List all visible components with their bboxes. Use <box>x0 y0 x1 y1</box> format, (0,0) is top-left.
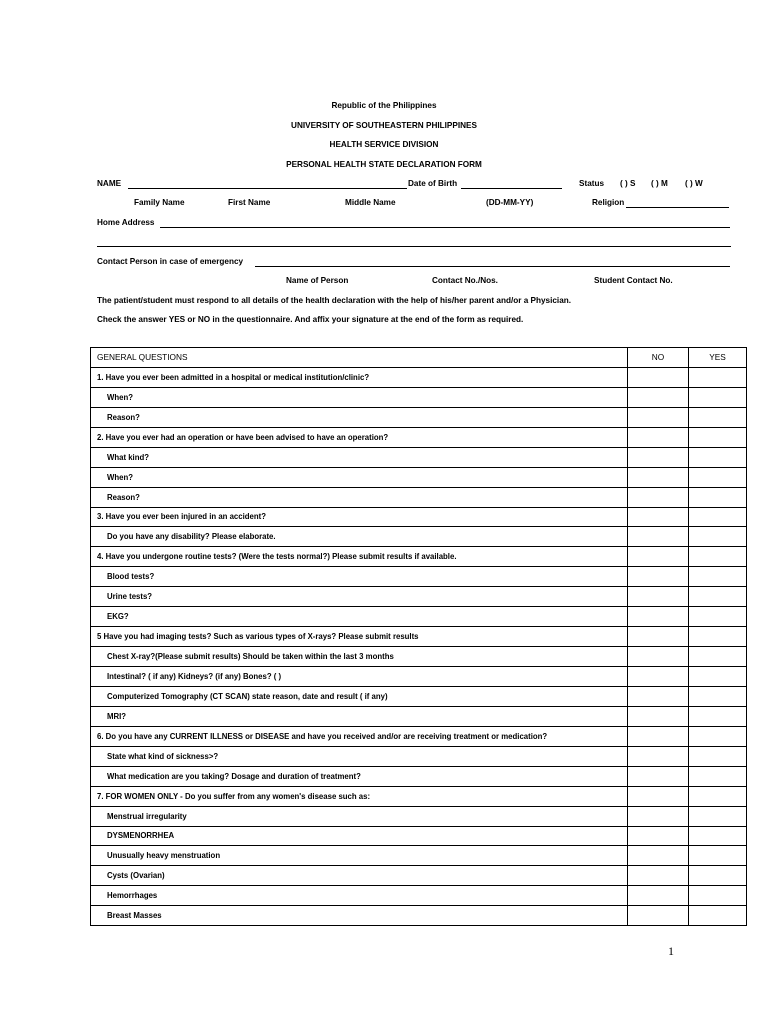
question-text: Chest X-ray?(Please submit results) Should be taken within the last 3 months <box>91 647 628 667</box>
question-text: 6. Do you have any CURRENT ILLNESS or DISEASE and have you received and/or are receiving treatment or medication? <box>91 726 628 746</box>
yes-answer-cell[interactable] <box>689 527 747 547</box>
no-answer-cell[interactable] <box>628 726 689 746</box>
question-text: What medication are you taking? Dosage and duration of treatment? <box>91 766 628 786</box>
yes-answer-cell[interactable] <box>689 846 747 866</box>
table-row <box>91 447 747 467</box>
table-row <box>91 587 747 607</box>
header-yes: YES <box>689 348 747 368</box>
instruction-line-1: The patient/student must respond to all details of the health declaration with the help of his/her parent and/or a Physician. <box>97 296 572 305</box>
no-answer-cell[interactable] <box>628 547 689 567</box>
question-text: 3. Have you ever been injured in an accident? <box>91 507 628 527</box>
table-row <box>91 567 747 587</box>
religion-field[interactable] <box>626 207 729 208</box>
page-number: 1 <box>668 944 674 958</box>
table-row <box>91 866 747 886</box>
question-text: Hemorrhages <box>91 886 628 906</box>
no-answer-cell[interactable] <box>628 686 689 706</box>
dob-label: Date of Birth <box>408 179 458 188</box>
table-row <box>91 886 747 906</box>
yes-answer-cell[interactable] <box>689 587 747 607</box>
first-name-label: First Name <box>228 198 271 207</box>
table-row <box>91 826 747 846</box>
header-division: HEALTH SERVICE DIVISION <box>329 140 439 149</box>
yes-answer-cell[interactable] <box>689 866 747 886</box>
table-row <box>91 547 747 567</box>
yes-answer-cell[interactable] <box>689 726 747 746</box>
table-row <box>91 607 747 627</box>
home-address-field-line2[interactable] <box>97 246 731 247</box>
family-name-label: Family Name <box>134 198 185 207</box>
no-answer-cell[interactable] <box>628 427 689 447</box>
yes-answer-cell[interactable] <box>689 467 747 487</box>
question-text: Breast Masses <box>91 906 628 926</box>
no-answer-cell[interactable] <box>628 866 689 886</box>
yes-answer-cell[interactable] <box>689 826 747 846</box>
no-answer-cell[interactable] <box>628 826 689 846</box>
yes-answer-cell[interactable] <box>689 547 747 567</box>
table-row <box>91 507 747 527</box>
table-row <box>91 627 747 647</box>
table-row <box>91 706 747 726</box>
question-text: 2. Have you ever had an operation or have been advised to have an operation? <box>91 427 628 447</box>
question-text: Blood tests? <box>91 567 628 587</box>
yes-answer-cell[interactable] <box>689 387 747 407</box>
question-text: Computerized Tomography (CT SCAN) state reason, date and result ( if any) <box>91 686 628 706</box>
home-address-label: Home Address <box>97 218 155 227</box>
yes-answer-cell[interactable] <box>689 786 747 806</box>
no-answer-cell[interactable] <box>628 527 689 547</box>
question-text: Urine tests? <box>91 587 628 607</box>
yes-answer-cell[interactable] <box>689 886 747 906</box>
question-text: Unusually heavy menstruation <box>91 846 628 866</box>
table-row <box>91 786 747 806</box>
question-text: Reason? <box>91 487 628 507</box>
no-answer-cell[interactable] <box>628 627 689 647</box>
name-field[interactable] <box>128 188 407 189</box>
no-answer-cell[interactable] <box>628 507 689 527</box>
yes-answer-cell[interactable] <box>689 407 747 427</box>
table-row <box>91 906 747 926</box>
yes-answer-cell[interactable] <box>689 746 747 766</box>
name-label: NAME <box>97 179 122 188</box>
question-text: When? <box>91 387 628 407</box>
question-text: DYSMENORRHEA <box>91 826 628 846</box>
name-of-person-label: Name of Person <box>286 276 349 285</box>
table-row <box>91 427 747 447</box>
table-row <box>91 806 747 826</box>
question-text: 4. Have you undergone routine tests? (Were the tests normal?) Please submit results if available. <box>91 547 628 567</box>
middle-name-label: Middle Name <box>345 198 396 207</box>
no-answer-cell[interactable] <box>628 846 689 866</box>
table-row <box>91 467 747 487</box>
question-text: 7. FOR WOMEN ONLY - Do you suffer from any women's disease such as: <box>91 786 628 806</box>
question-text: 1. Have you ever been admitted in a hospital or medical institution/clinic? <box>91 367 628 387</box>
table-row <box>91 686 747 706</box>
date-format-label: (DD-MM-YY) <box>486 198 534 207</box>
dob-field[interactable] <box>461 188 562 189</box>
no-answer-cell[interactable] <box>628 786 689 806</box>
contact-person-field[interactable] <box>255 266 730 267</box>
no-answer-cell[interactable] <box>628 387 689 407</box>
contact-person-label: Contact Person in case of emergency <box>97 257 244 266</box>
no-answer-cell[interactable] <box>628 607 689 627</box>
table-row <box>91 746 747 766</box>
yes-answer-cell[interactable] <box>689 906 747 926</box>
yes-answer-cell[interactable] <box>689 367 747 387</box>
yes-answer-cell[interactable] <box>689 766 747 786</box>
no-answer-cell[interactable] <box>628 906 689 926</box>
question-text: What kind? <box>91 447 628 467</box>
questionnaire-table <box>90 347 747 926</box>
home-address-field[interactable] <box>160 227 730 228</box>
religion-label: Religion <box>592 198 625 207</box>
yes-answer-cell[interactable] <box>689 806 747 826</box>
table-row <box>91 527 747 547</box>
table-row <box>91 667 747 687</box>
table-row <box>91 407 747 427</box>
status-widowed-checkbox[interactable]: ( ) W <box>685 179 703 188</box>
instruction-line-2: Check the answer YES or NO in the questionnaire. And affix your signature at the end of the form as required. <box>97 315 524 324</box>
status-label: Status <box>579 179 605 188</box>
yes-answer-cell[interactable] <box>689 567 747 587</box>
question-text: State what kind of sickness>? <box>91 746 628 766</box>
table-row <box>91 846 747 866</box>
table-row <box>91 487 747 507</box>
no-answer-cell[interactable] <box>628 806 689 826</box>
yes-answer-cell[interactable] <box>689 507 747 527</box>
table-header-row <box>91 348 747 368</box>
question-text: EKG? <box>91 607 628 627</box>
question-text: Do you have any disability? Please elaborate. <box>91 527 628 547</box>
question-text: Reason? <box>91 407 628 427</box>
question-text: Intestinal? ( if any) Kidneys? (if any) Bones? ( ) <box>91 667 628 687</box>
header-republic: Republic of the Philippines <box>331 101 437 110</box>
question-text: Menstrual irregularity <box>91 806 628 826</box>
yes-answer-cell[interactable] <box>689 706 747 726</box>
yes-answer-cell[interactable] <box>689 647 747 667</box>
yes-answer-cell[interactable] <box>689 607 747 627</box>
status-single-checkbox[interactable]: ( ) S <box>620 179 636 188</box>
no-answer-cell[interactable] <box>628 746 689 766</box>
no-answer-cell[interactable] <box>628 567 689 587</box>
question-text: When? <box>91 467 628 487</box>
yes-answer-cell[interactable] <box>689 627 747 647</box>
no-answer-cell[interactable] <box>628 667 689 687</box>
status-married-checkbox[interactable]: ( ) M <box>651 179 668 188</box>
table-row <box>91 387 747 407</box>
question-text: 5 Have you had imaging tests? Such as various types of X-rays? Please submit results <box>91 627 628 647</box>
no-answer-cell[interactable] <box>628 487 689 507</box>
no-answer-cell[interactable] <box>628 886 689 906</box>
no-answer-cell[interactable] <box>628 447 689 467</box>
yes-answer-cell[interactable] <box>689 447 747 467</box>
question-text: MRI? <box>91 706 628 726</box>
header-general-questions: GENERAL QUESTIONS <box>91 348 628 368</box>
no-answer-cell[interactable] <box>628 706 689 726</box>
table-row <box>91 647 747 667</box>
table-row <box>91 726 747 746</box>
yes-answer-cell[interactable] <box>689 667 747 687</box>
contact-nos-label: Contact No./Nos. <box>432 276 498 285</box>
no-answer-cell[interactable] <box>628 647 689 667</box>
header-no: NO <box>628 348 689 368</box>
table-row <box>91 367 747 387</box>
no-answer-cell[interactable] <box>628 766 689 786</box>
no-answer-cell[interactable] <box>628 367 689 387</box>
no-answer-cell[interactable] <box>628 467 689 487</box>
question-text: Cysts (Ovarian) <box>91 866 628 886</box>
yes-answer-cell[interactable] <box>689 686 747 706</box>
student-contact-label: Student Contact No. <box>594 276 673 285</box>
no-answer-cell[interactable] <box>628 407 689 427</box>
form-title: PERSONAL HEALTH STATE DECLARATION FORM <box>286 160 482 169</box>
yes-answer-cell[interactable] <box>689 427 747 447</box>
yes-answer-cell[interactable] <box>689 487 747 507</box>
header-university: UNIVERSITY OF SOUTHEASTERN PHILIPPINES <box>291 121 477 130</box>
table-row <box>91 766 747 786</box>
no-answer-cell[interactable] <box>628 587 689 607</box>
